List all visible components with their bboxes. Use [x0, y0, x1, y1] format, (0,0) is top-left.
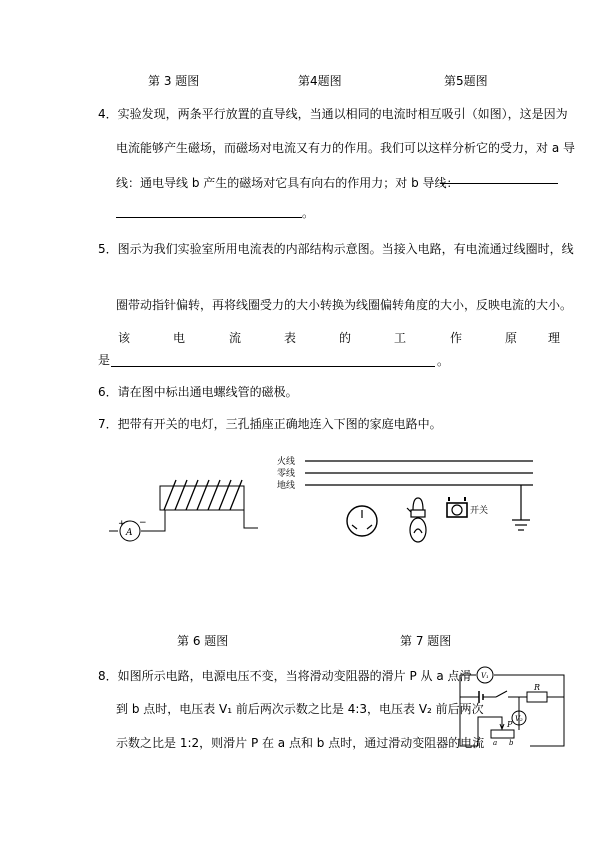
- q5-word: 原: [505, 331, 518, 345]
- q8-line2: 到 b 点时，电压表 V₁ 前后两次示数之比是 4:3，电压表 V₂ 前后两次: [116, 702, 484, 716]
- q8-line3: 示数之比是 1:2，则滑片 P 在 a 点和 b 点时，通过滑动变阻器的电流: [116, 736, 485, 750]
- caption-fig5: 第5题图: [444, 74, 488, 88]
- rheostat: [491, 730, 514, 738]
- q7-text: 7．把带有开关的电灯，三孔插座正确地连入下图的家庭电路中。: [98, 417, 442, 431]
- ammeter-plus: +: [118, 519, 126, 529]
- q5-end: 。: [437, 354, 450, 368]
- caption-fig4: 第4题图: [298, 74, 342, 88]
- a-label: a: [493, 739, 498, 747]
- q5-word: 电: [173, 331, 186, 345]
- wire-label-ground: 地线: [277, 481, 296, 491]
- q6-text: 6．请在图中标出通电螺线管的磁极。: [98, 385, 298, 399]
- v1-label: V₁: [481, 672, 489, 680]
- switch-blade: [496, 691, 507, 697]
- ammeter-minus: −: [139, 518, 147, 528]
- q5-word: 作: [450, 331, 463, 345]
- q8-line1: 8．如图所示电路，电源电压不变，当将滑动变阻器的滑片 P 从 a 点滑: [98, 669, 472, 683]
- q4-line2: 电流能够产生磁场，而磁场对电流又有力的作用。我们可以这样分析它的受力，对 a 导: [116, 141, 575, 155]
- q5-word: 流: [229, 331, 242, 345]
- b-label: b: [509, 739, 514, 747]
- caption-fig6: 第 6 题图: [177, 634, 229, 648]
- q5-word: 的: [339, 331, 352, 345]
- resistor-r: [527, 692, 547, 702]
- q5-word: 表: [284, 331, 297, 345]
- q5-word: 该: [118, 331, 131, 345]
- q5-line4-start: 是: [98, 353, 111, 367]
- q4-line3: 线：通电导线 b 产生的磁场对它具有向右的作用力；对 b 导线：: [116, 176, 459, 190]
- ammeter-label: A: [126, 528, 133, 538]
- q4-line1: 4．实验发现，两条平行放置的直导线，当通以相同的电流时相互吸引（如图），这是因为: [98, 107, 568, 121]
- q5-word: 工: [394, 331, 407, 345]
- q4-end: 。: [302, 206, 315, 220]
- switch-label: 开关: [470, 506, 489, 516]
- wire-label-neutral: 零线: [277, 469, 296, 479]
- p-label: P: [507, 720, 513, 729]
- caption-fig3: 第 3 题图: [148, 74, 200, 88]
- caption-fig7: 第 7 题图: [400, 634, 452, 648]
- q5-line1: 5．图示为我们实验室所用电流表的内部结构示意图。当接入电路，有电流通过线圈时，线: [98, 242, 574, 256]
- wire-label-live: 火线: [277, 457, 296, 467]
- r-label: R: [534, 683, 541, 692]
- v2-label: V₂: [515, 715, 523, 723]
- q5-word: 理: [548, 331, 561, 345]
- q5-line2: 圈带动指针偏转，再将线圈受力的大小转换为线圈偏转角度的大小，反映电流的大小。: [116, 298, 573, 312]
